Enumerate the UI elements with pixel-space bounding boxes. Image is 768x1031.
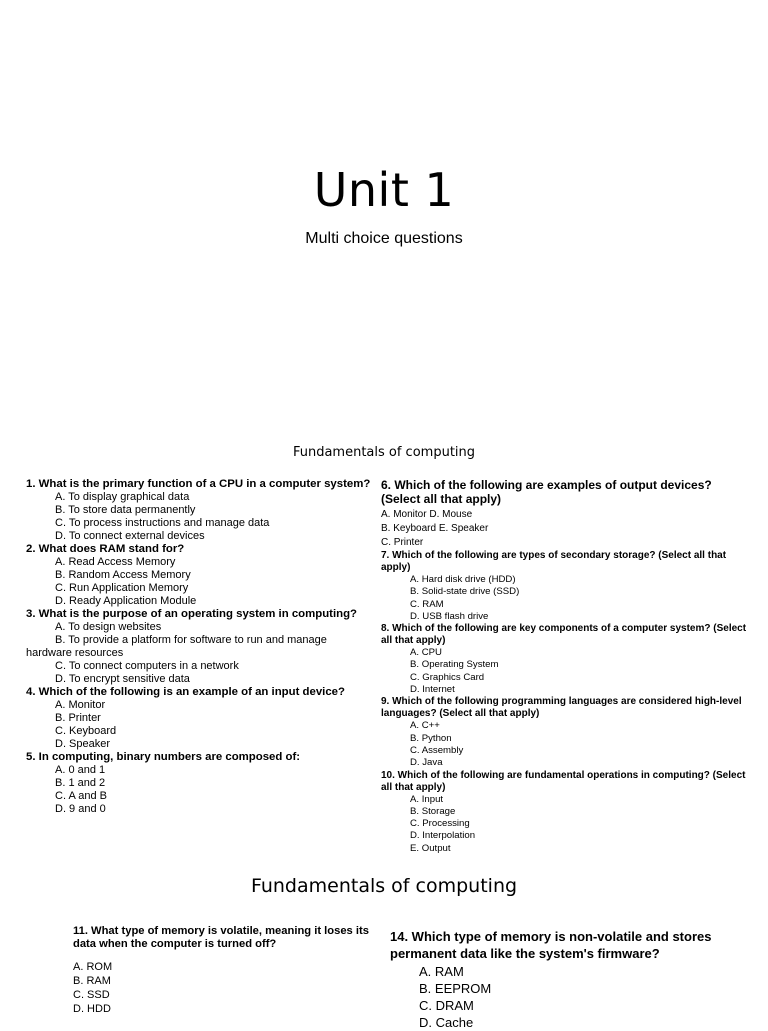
option-item: B. 1 and 2 xyxy=(55,777,106,789)
option-item: A. Hard disk drive (HDD) xyxy=(410,574,516,585)
option-item: C. SSD xyxy=(73,989,110,1001)
option-item: D. 9 and 0 xyxy=(55,803,106,815)
option-list xyxy=(381,574,751,623)
option-item: B. Printer xyxy=(55,712,101,724)
option-item: D. Speaker xyxy=(55,738,111,750)
option-item: D. HDD xyxy=(73,1003,111,1015)
option-list xyxy=(381,720,751,769)
questions-slide-2 xyxy=(0,870,768,1030)
option-item: B. Solid-state drive (SSD) xyxy=(410,586,520,598)
option-item: A. To display graphical data xyxy=(55,491,190,503)
question-text: 14. Which type of memory is non-volatile and stores permanent data like the system's firmware? xyxy=(390,929,712,961)
option-item: C. Run Application Memory xyxy=(55,582,189,594)
option-item: D. Internet xyxy=(410,684,455,696)
option-item: A. CPU xyxy=(410,647,442,659)
unit-title: Unit 1 xyxy=(313,163,455,217)
option-item: D. Interpolation xyxy=(410,830,476,842)
question-text: 4. Which of the following is an example of an input device? xyxy=(26,686,345,698)
option-item: D. Ready Application Module xyxy=(55,595,197,607)
questions-slide-1 xyxy=(0,430,768,870)
option-item: C. Graphics Card xyxy=(410,671,485,683)
question-text: 6. Which of the following are examples of output devices? (Select all that apply) xyxy=(381,478,712,506)
option-item: B. Python xyxy=(410,732,452,744)
left-question-column xyxy=(26,478,371,816)
option-item: C. To process instructions and manage data xyxy=(55,517,270,529)
slide-heading: Fundamentals of computing xyxy=(250,875,518,897)
question-text: 1. What is the primary function of a CPU in a computer system? xyxy=(26,478,371,490)
right-question-column xyxy=(390,928,720,1031)
option-item: D. USB flash drive xyxy=(410,610,489,622)
option-item: B. To provide a platform for software to run and manage xyxy=(55,634,327,646)
option-item: C. Processing xyxy=(410,818,470,830)
option-item: A. Read Access Memory xyxy=(55,556,176,568)
question-text: 10. Which of the following are fundamental operations in computing? (Select all that apply) xyxy=(381,769,746,793)
option-list xyxy=(26,491,371,543)
option-item: C. Printer xyxy=(381,537,424,548)
right-question-column xyxy=(381,478,751,855)
option-item: A. To design websites xyxy=(55,621,162,633)
title-slide xyxy=(0,0,768,430)
question-text: 2. What does RAM stand for? xyxy=(26,543,185,555)
option-item: A. Monitor D. Mouse xyxy=(381,509,473,520)
option-item: A. 0 and 1 xyxy=(55,764,106,776)
option-list xyxy=(390,963,720,1031)
unit-subtitle: Multi choice questions xyxy=(305,230,463,247)
option-list xyxy=(73,960,378,1016)
option-item: A. C++ xyxy=(410,720,440,732)
option-item: D. To connect external devices xyxy=(55,530,205,542)
option-continuation: hardware resources xyxy=(26,647,124,659)
option-item: C. A and B xyxy=(55,790,107,802)
option-item: A. RAM xyxy=(419,964,464,979)
option-item: B. To store data permanently xyxy=(55,504,196,516)
option-item: B. EEPROM xyxy=(419,981,492,996)
option-item: C. To connect computers in a network xyxy=(55,660,239,672)
option-item: C. DRAM xyxy=(419,998,474,1013)
question-text: 8. Which of the following are key components of a computer system? (Select all that apply) xyxy=(381,623,747,647)
question-text: 11. What type of memory is volatile, meaning it loses its data when the computer is turned off? xyxy=(73,925,369,950)
question-text: 5. In computing, binary numbers are composed of: xyxy=(26,751,301,763)
option-list xyxy=(381,647,751,696)
option-item: B. Operating System xyxy=(410,659,499,671)
option-item: D. To encrypt sensitive data xyxy=(55,673,190,685)
question-text: 7. Which of the following are types of secondary storage? (Select all that apply) xyxy=(381,550,727,573)
option-item: B. Keyboard E. Speaker xyxy=(381,523,489,534)
option-item: D. Java xyxy=(410,757,443,769)
option-item: B. RAM xyxy=(73,975,111,987)
option-list xyxy=(381,508,751,550)
option-item: A. Input xyxy=(410,793,444,805)
option-list xyxy=(26,621,371,686)
option-item: C. Assembly xyxy=(410,744,464,756)
option-item: A. ROM xyxy=(73,961,113,973)
question-text: 3. What is the purpose of an operating system in computing? xyxy=(26,608,357,620)
option-item: C. Keyboard xyxy=(55,725,117,737)
option-list xyxy=(26,556,371,608)
left-question-column xyxy=(73,925,378,1016)
option-item: C. RAM xyxy=(410,598,444,610)
option-item: E. Output xyxy=(410,842,451,854)
option-item: B. Random Access Memory xyxy=(55,569,191,581)
option-list xyxy=(26,699,371,751)
option-list xyxy=(26,764,371,816)
question-text: 9. Which of the following programming languages are considered high-level languages? (Select all that apply) xyxy=(381,696,742,720)
option-item: D. Cache xyxy=(419,1015,474,1030)
option-item: B. Storage xyxy=(410,805,456,817)
option-item: A. Monitor xyxy=(55,699,106,711)
slide-heading: Fundamentals of computing xyxy=(292,445,476,460)
option-list xyxy=(381,794,751,855)
